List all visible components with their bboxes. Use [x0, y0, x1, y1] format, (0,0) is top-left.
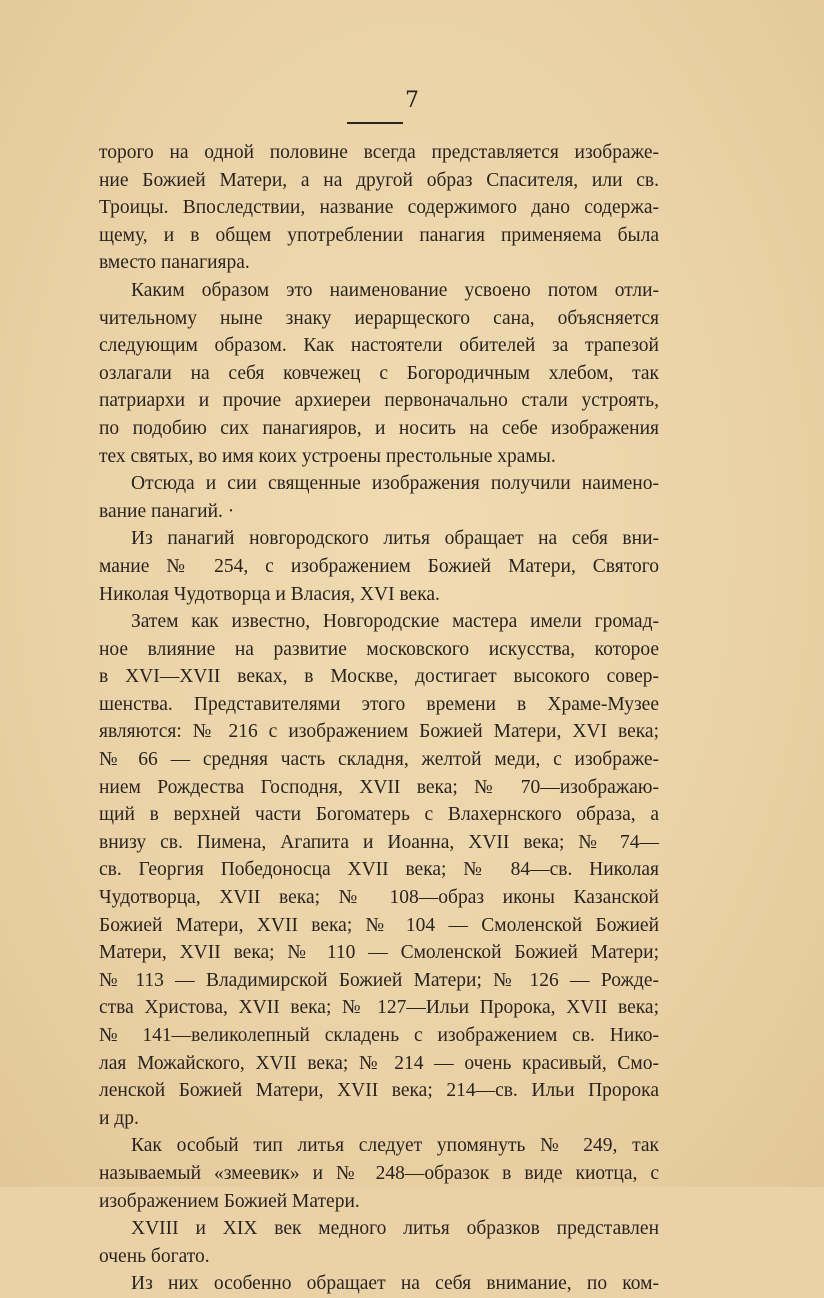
text-line: называемый «змеевик» и № 248—образок в виде киотца, с: [99, 1162, 659, 1184]
text-line: Как особый тип литья следует упомянуть № 249, так: [131, 1135, 659, 1157]
text-line: вместо панагияра.: [99, 252, 250, 274]
text-line: Каким образом это наименование усвоено потом отли-: [131, 279, 659, 301]
text-line: Чудотворца, XVII века; № 108—образ иконы Казанской: [99, 887, 659, 909]
body-text: [99, 139, 659, 1298]
text-line: изображением Божией Матери.: [99, 1190, 360, 1212]
text-line: № 113 — Владимирской Божией Матери; № 126 — Рожде-: [99, 969, 659, 991]
text-line: тех святых, во имя коих устроены престольные храмы.: [99, 445, 556, 467]
text-line: Троицы. Впоследствии, название содержимого дано содержа-: [99, 197, 659, 219]
text-line: ленской Божией Матери, XVII века; 214—св. Ильи Пророка: [99, 1080, 659, 1102]
text-line: являются: № 216 с изображением Божией Матери, XVI века;: [99, 721, 659, 743]
page-number-rule: [347, 122, 403, 124]
text-line: торого на одной половине всегда представляется изображе-: [99, 142, 659, 163]
text-line: ние Божией Матери, а на другой образ Спасителя, или св.: [99, 169, 659, 191]
text-line: чительному ныне знаку иерарщеского сана, объясняется: [99, 307, 659, 329]
text-line: нием Рождества Господня, XVII века; № 70—изображаю-: [99, 776, 659, 798]
text-line: патриархи и прочие архиереи первоначально стали устроять,: [99, 390, 659, 412]
text-line: Божией Матери, XVII века; № 104 — Смоленской Божией: [99, 914, 659, 936]
text-line: Из панагий новгородского литья обращает на себя вни-: [131, 528, 659, 550]
text-line: щему, и в общем употреблении панагия применяема была: [99, 224, 659, 246]
text-line: и др.: [99, 1107, 139, 1129]
text-line: внизу св. Пимена, Агапита и Иоанна, XVII века; № 74—: [99, 831, 659, 853]
text-line: Николая Чудотворца и Власия, XVI века.: [99, 583, 440, 605]
page-number: 7: [405, 88, 419, 113]
text-line: лая Можайского, XVII века; № 214 — очень красивый, Смо-: [99, 1052, 659, 1074]
text-line: Отсюда и сии священные изображения получили наимено-: [131, 473, 659, 495]
text-line: св. Георгия Победоносца XVII века; № 84—св. Николая: [99, 859, 659, 881]
text-line: № 141—великолепный складень с изображением св. Нико-: [99, 1025, 659, 1046]
text-line: по подобию сих панагияров, и носить на себе изображения: [99, 417, 659, 439]
text-line: ства Христова, XVII века; № 127—Ильи Пророка, XVII века;: [99, 997, 659, 1019]
text-line: ное влияние на развитие московского искусства, которое: [99, 638, 659, 660]
text-line: в XVI—XVII веках, в Москве, достигает высокого совер-: [99, 666, 659, 688]
text-line: озлагали на себя ковчежец с Богородичным хлебом, так: [99, 362, 659, 384]
text-line: XVIII и XIX век медного литья образков представлен: [131, 1218, 659, 1240]
text-line: Матери, XVII века; № 110 — Смоленской Божией Матери;: [99, 942, 659, 964]
text-line: мание № 254, с изображением Божией Матери, Святого: [99, 555, 659, 577]
text-line: очень богато.: [99, 1245, 210, 1267]
text-line: № 66 — средняя часть складня, желтой меди, с изображе-: [99, 749, 659, 771]
text-line: шенства. Представителями этого времени в Храме-Музее: [99, 693, 659, 715]
text-line: щий в верхней части Богоматерь с Влахернского образа, а: [99, 804, 659, 826]
text-line: Из них особенно обращает на себя внимание, по ком-: [131, 1273, 659, 1295]
text-line: Затем как известно, Новгородские мастера имели громад-: [131, 611, 659, 633]
text-line: следующим образом. Как настоятели обителей за трапезой: [99, 335, 659, 357]
text-line: вание панагий. ·: [99, 500, 235, 522]
